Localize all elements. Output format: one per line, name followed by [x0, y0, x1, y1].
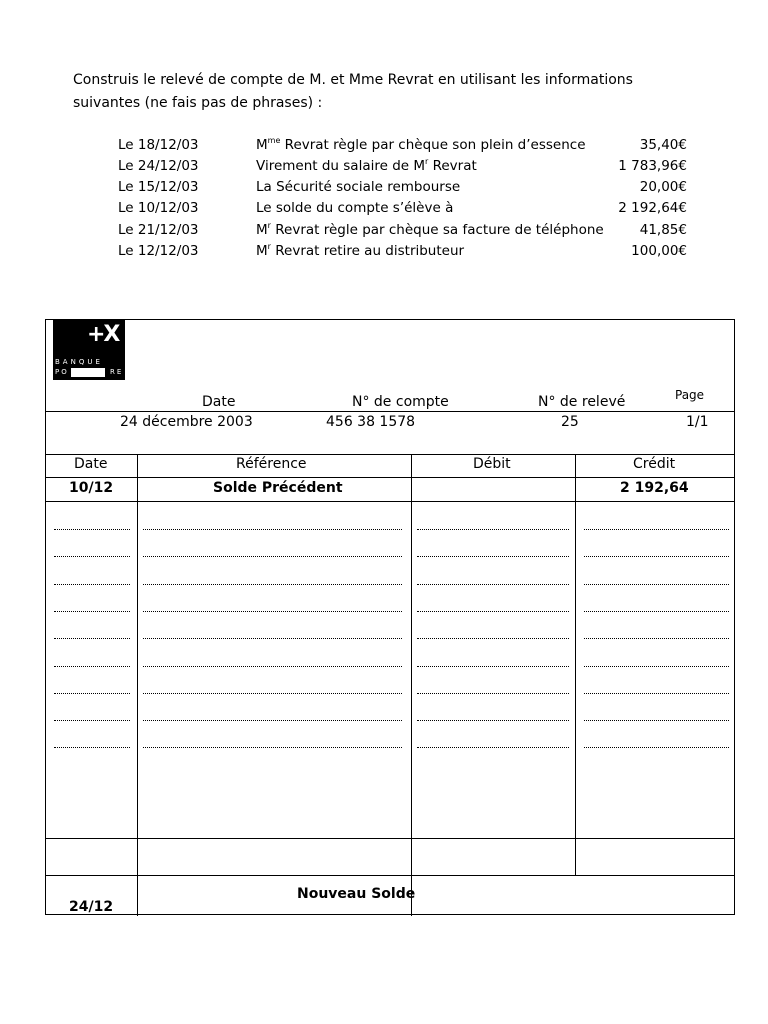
transaction-row: [0, 137, 768, 158]
transaction-amount: 100,00€: [631, 243, 687, 259]
dotted-entry-line: [417, 720, 569, 721]
dotted-entry-line: [143, 529, 402, 530]
dotted-entry-line: [54, 556, 130, 557]
account-number-label: N° de compte: [352, 394, 449, 410]
new-balance-date: 24/12: [69, 899, 114, 915]
dotted-entry-line: [143, 611, 402, 612]
dotted-entry-line: [143, 720, 402, 721]
dotted-entry-line: [54, 529, 130, 530]
dotted-entry-line: [143, 638, 402, 639]
bank-logo: [53, 320, 125, 380]
dotted-entry-line: [584, 556, 729, 557]
dotted-entry-line: [584, 638, 729, 639]
transaction-row: [0, 222, 768, 243]
transaction-date: Le 24/12/03: [118, 158, 199, 174]
transaction-amount: 2 192,64€: [618, 200, 687, 216]
dotted-entry-line: [143, 747, 402, 748]
dotted-entry-line: [584, 529, 729, 530]
page-number: 1/1: [686, 414, 709, 430]
dotted-entry-line: [54, 666, 130, 667]
instructions-line-1: Construis le relevé de compte de M. et Mme Revrat en utilisant les informations: [73, 72, 633, 88]
bank-logo-name-2a: PO: [55, 368, 69, 376]
instructions: [73, 69, 713, 115]
dotted-entry-line: [143, 693, 402, 694]
transaction-label: $M^r$ Revrat retire au distributeur: [256, 242, 465, 259]
transaction-date: Le 10/12/03: [118, 200, 199, 216]
dotted-entry-line: [417, 556, 569, 557]
column-header-debit: Débit: [473, 456, 511, 472]
transaction-date: Le 21/12/03: [118, 222, 199, 238]
dotted-entry-line: [54, 747, 130, 748]
dotted-entry-line: [54, 693, 130, 694]
transaction-row: [0, 158, 768, 179]
dotted-entry-line: [417, 584, 569, 585]
transaction-label: La Sécurité sociale rembourse: [256, 179, 461, 195]
transaction-amount: 20,00€: [639, 179, 687, 195]
dotted-entry-line: [143, 666, 402, 667]
dotted-entry-line: [143, 584, 402, 585]
page-label: Page: [675, 388, 705, 402]
statement-number: 25: [561, 414, 579, 430]
previous-balance-credit: 2 192,64: [620, 480, 689, 496]
account-number: 456 38 1578: [326, 414, 416, 430]
dotted-entry-line: [584, 693, 729, 694]
dotted-entry-line: [417, 666, 569, 667]
transaction-label: Virement du salaire de $M^r$ Revrat: [256, 157, 477, 174]
transaction-row: [0, 243, 768, 264]
transaction-amount: 35,40€: [639, 137, 687, 153]
dotted-entry-line: [417, 611, 569, 612]
dotted-entry-line: [143, 556, 402, 557]
date-header-label: Date: [202, 394, 236, 410]
transaction-date: Le 12/12/03: [118, 243, 199, 259]
dotted-entry-line: [584, 720, 729, 721]
column-header-date: Date: [74, 456, 108, 472]
dotted-entry-line: [54, 584, 130, 585]
bank-logo-mark: +X: [87, 322, 119, 347]
new-balance-reference: Nouveau Solde: [297, 886, 416, 902]
column-header-credit: Crédit: [633, 456, 676, 472]
statement-date: 24 décembre 2003: [120, 414, 253, 430]
dotted-entry-line: [417, 693, 569, 694]
transaction-date: Le 15/12/03: [118, 179, 199, 195]
dotted-entry-line: [54, 638, 130, 639]
transaction-row: [0, 179, 768, 200]
transaction-date: Le 18/12/03: [118, 137, 199, 153]
bank-statement-form: [45, 319, 735, 915]
dotted-entry-line: [54, 611, 130, 612]
dotted-entry-line: [584, 611, 729, 612]
dotted-entry-line: [54, 720, 130, 721]
previous-balance-date: 10/12: [69, 480, 114, 496]
dotted-entry-line: [417, 638, 569, 639]
dotted-entry-line: [584, 747, 729, 748]
statement-number-label: N° de relevé: [538, 394, 626, 410]
dotted-entry-line: [584, 584, 729, 585]
bank-logo-name-2b: RE: [110, 368, 124, 376]
transaction-label: Le solde du compte s’élève à: [256, 200, 454, 216]
transaction-row: [0, 200, 768, 221]
instructions-line-2: suivantes (ne fais pas de phrases) :: [73, 95, 323, 111]
transaction-amount: 41,85€: [639, 222, 687, 238]
transaction-label: $M^{me}$ Revrat règle par chèque son plein d’essence: [256, 136, 586, 153]
dotted-entry-line: [417, 529, 569, 530]
dotted-entry-line: [584, 666, 729, 667]
transaction-amount: 1 783,96€: [618, 158, 687, 174]
dotted-entry-line: [417, 747, 569, 748]
previous-balance-reference: Solde Précédent: [213, 480, 343, 496]
bank-logo-name: BANQUE: [55, 358, 103, 366]
transaction-label: $M^r$ Revrat règle par chèque sa facture de téléphone: [256, 221, 604, 238]
column-header-reference: Référence: [236, 456, 307, 472]
